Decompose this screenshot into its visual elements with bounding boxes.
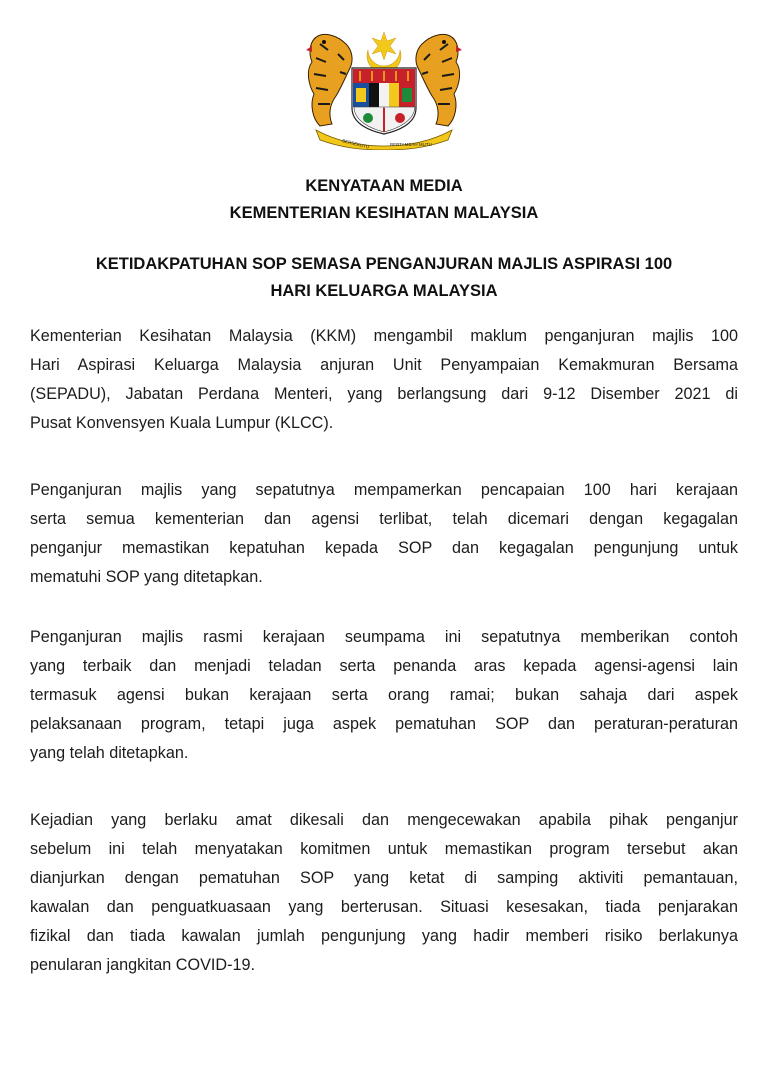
paragraph-line: Pusat Konvensyen Kuala Lumpur (KLCC). <box>30 414 334 432</box>
heading-line-ministry: KEMENTERIAN KESIHATAN MALAYSIA <box>229 204 539 222</box>
paragraph-3 <box>30 623 738 768</box>
paragraph-line: Penganjuran majlis rasmi kerajaan seumpama ini sepatutnya memberikan contoh <box>30 628 738 646</box>
jata-negara-emblem <box>298 24 470 150</box>
paragraph-line: dianjurkan dengan pematuhan SOP yang ketat di samping aktiviti pemantauan, <box>30 869 738 887</box>
svg-text:BERTAMBAH MUTU: BERTAMBAH MUTU <box>390 142 432 147</box>
left-tiger-icon <box>306 34 352 126</box>
paragraph-line: Penganjuran majlis yang sepatutnya mempamerkan pencapaian 100 hari kerajaan <box>30 481 738 499</box>
paragraph-line: fizikal dan tiada kawalan jumlah pengunjung yang hadir memberi risiko berlakunya <box>30 927 738 945</box>
title-line-2: HARI KELUARGA MALAYSIA <box>270 282 498 300</box>
paragraph-1 <box>30 322 738 438</box>
paragraph-line: Hari Aspirasi Keluarga Malaysia anjuran Unit Penyampaian Kemakmuran Bersama <box>30 356 738 374</box>
paragraph-line: penganjur memastikan kepatuhan kepada SOP dan kegagalan pengunjung untuk <box>30 539 738 557</box>
right-tiger-icon <box>416 34 462 126</box>
paragraph-line: penularan jangkitan COVID-19. <box>30 956 255 974</box>
paragraph-line: Kejadian yang berlaku amat dikesali dan mengecewakan apabila pihak penganjur <box>30 811 738 829</box>
paragraph-line: (SEPADU), Jabatan Perdana Menteri, yang berlangsung dari 9-12 Disember 2021 di <box>30 385 738 403</box>
paragraph-line: yang terbaik dan menjadi teladan serta penanda aras kepada agensi-agensi lain <box>30 657 738 675</box>
press-release-title <box>0 251 768 305</box>
coat-of-arms-icon <box>298 24 470 150</box>
paragraph-4 <box>30 806 738 980</box>
paragraph-line: pelaksanaan program, tetapi juga aspek pematuhan SOP dan peraturan-peraturan <box>30 715 738 733</box>
paragraph-line: sebelum ini telah menyatakan komitmen untuk memastikan program tersebut akan <box>30 840 738 858</box>
paragraph-line: yang telah ditetapkan. <box>30 744 189 762</box>
paragraph-line: termasuk agensi bukan kerajaan serta orang ramai; bukan sahaja dari aspek <box>30 686 738 704</box>
press-release-heading <box>0 173 768 227</box>
paragraph-2 <box>30 476 738 592</box>
paragraph-line: mematuhi SOP yang ditetapkan. <box>30 568 263 586</box>
shield-icon <box>352 68 416 134</box>
heading-line-media: KENYATAAN MEDIA <box>305 177 463 195</box>
paragraph-line: serta semua kementerian dan agensi terlibat, telah dicemari dengan kegagalan <box>30 510 738 528</box>
paragraph-line: Kementerian Kesihatan Malaysia (KKM) mengambil maklum penganjuran majlis 100 <box>30 327 738 345</box>
svg-text:BERSEKUTU: BERSEKUTU <box>341 138 370 150</box>
paragraph-line: kawalan dan penguatkuasaan yang berterusan. Situasi kesesakan, tiada penjarakan <box>30 898 738 916</box>
title-line-1: KETIDAKPATUHAN SOP SEMASA PENGANJURAN MAJLIS ASPIRASI 100 <box>95 255 673 273</box>
